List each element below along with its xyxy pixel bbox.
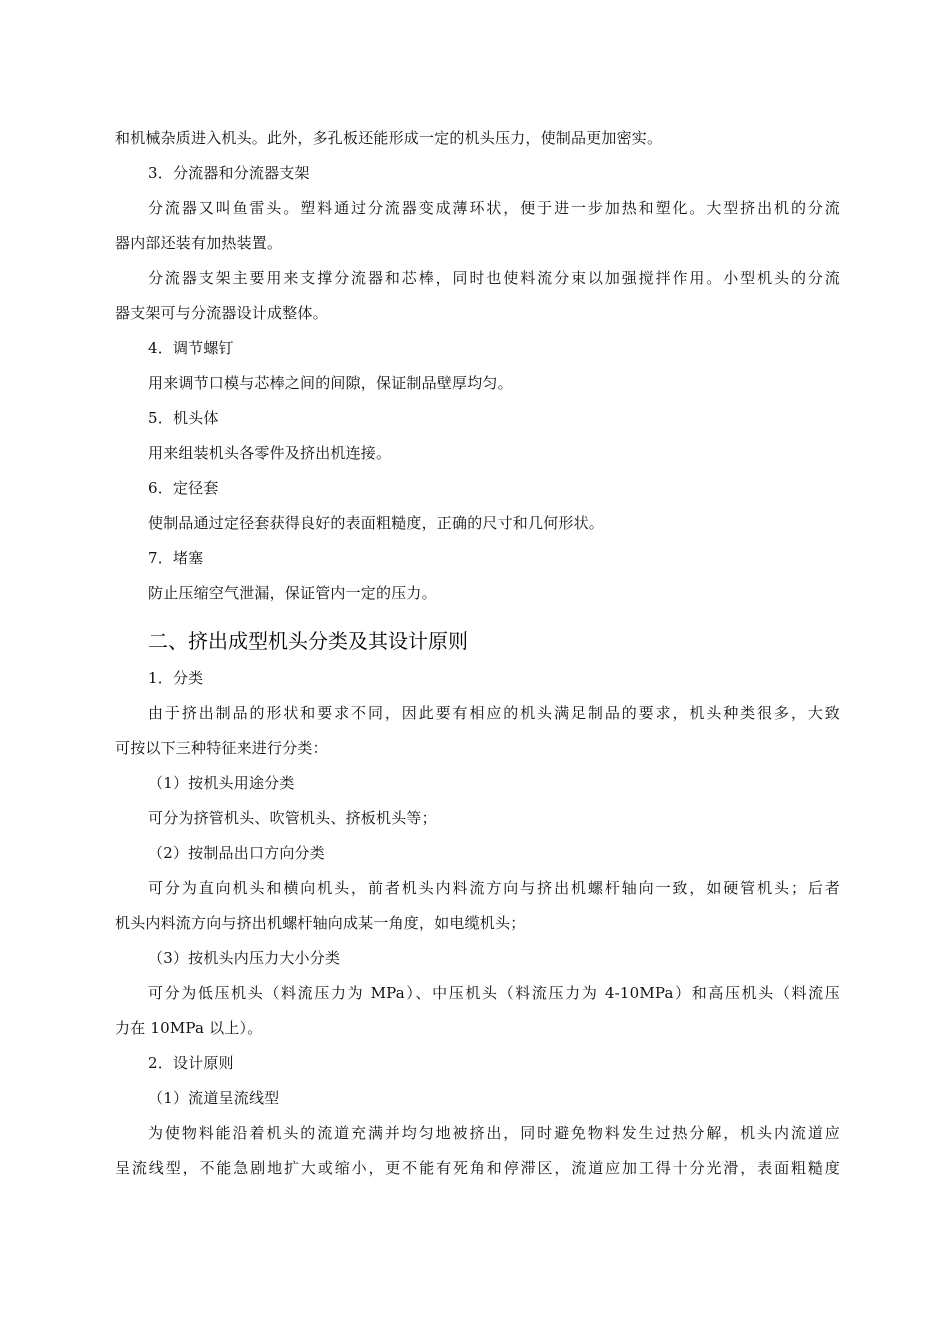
subsection-heading: （2）按制品出口方向分类 <box>148 844 325 862</box>
paragraph-line: 机头内料流方向与挤出机螺杆轴向成某一角度，如电缆机头； <box>115 914 526 932</box>
paragraph-line: 器支架可与分流器设计成整体。 <box>115 304 328 322</box>
paragraph-line: 防止压缩空气泄漏，保证管内一定的压力。 <box>148 584 437 602</box>
paragraph-line: 由于挤出制品的形状和要求不同，因此要有相应的机头满足制品的要求，机头种类很多，大致 <box>148 704 840 722</box>
section-heading-6: 6．定径套 <box>148 479 219 497</box>
paragraph-line: 用来调节口模与芯棒之间的间隙，保证制品壁厚均匀。 <box>148 374 513 392</box>
paragraph-line: 分流器支架主要用来支撑分流器和芯棒，同时也使料流分束以加强搅拌作用。小型机头的分流 <box>148 269 840 287</box>
paragraph-line: 使制品通过定径套获得良好的表面粗糙度，正确的尺寸和几何形状。 <box>148 514 605 532</box>
paragraph-line: 力在 10MPa 以上）。 <box>115 1019 263 1037</box>
paragraph-line: 可分为直向机头和横向机头，前者机头内料流方向与挤出机螺杆轴向一致，如硬管机头；后者 <box>148 879 840 897</box>
section-heading-3: 3．分流器和分流器支架 <box>148 164 310 182</box>
subsection-heading: （1）按机头用途分类 <box>148 774 295 792</box>
chapter-heading: 二、挤出成型机头分类及其设计原则 <box>148 629 468 653</box>
subsection-heading: （3）按机头内压力大小分类 <box>148 949 341 967</box>
section-heading-1: 1．分类 <box>148 669 204 687</box>
section-heading-4: 4．调节螺钉 <box>148 339 234 357</box>
paragraph-line: 呈流线型，不能急剧地扩大或缩小，更不能有死角和停滞区，流道应加工得十分光滑，表面粗糙度 <box>115 1159 840 1177</box>
paragraph-line: 器内部还装有加热装置。 <box>115 234 283 252</box>
section-heading-7: 7．堵塞 <box>148 549 204 567</box>
section-heading-2: 2．设计原则 <box>148 1054 234 1072</box>
paragraph-line: 可分为挤管机头、吹管机头、挤板机头等； <box>148 809 437 827</box>
paragraph-line: 可按以下三种特征来进行分类： <box>115 739 328 757</box>
paragraph-line: 用来组装机头各零件及挤出机连接。 <box>148 444 392 462</box>
paragraph-line: 可分为低压机头（料流压力为 MPa）、中压机头（料流压力为 4-10MPa）和高压机头（料流压 <box>148 984 840 1002</box>
paragraph-line: 为使物料能沿着机头的流道充满并均匀地被挤出，同时避免物料发生过热分解，机头内流道应 <box>148 1124 840 1142</box>
subsection-heading: （1）流道呈流线型 <box>148 1089 280 1107</box>
section-heading-5: 5．机头体 <box>148 409 219 427</box>
paragraph-line: 和机械杂质进入机头。此外，多孔板还能形成一定的机头压力，使制品更加密实。 <box>115 129 663 147</box>
paragraph-line: 分流器又叫鱼雷头。塑料通过分流器变成薄环状，便于进一步加热和塑化。大型挤出机的分流 <box>148 199 840 217</box>
